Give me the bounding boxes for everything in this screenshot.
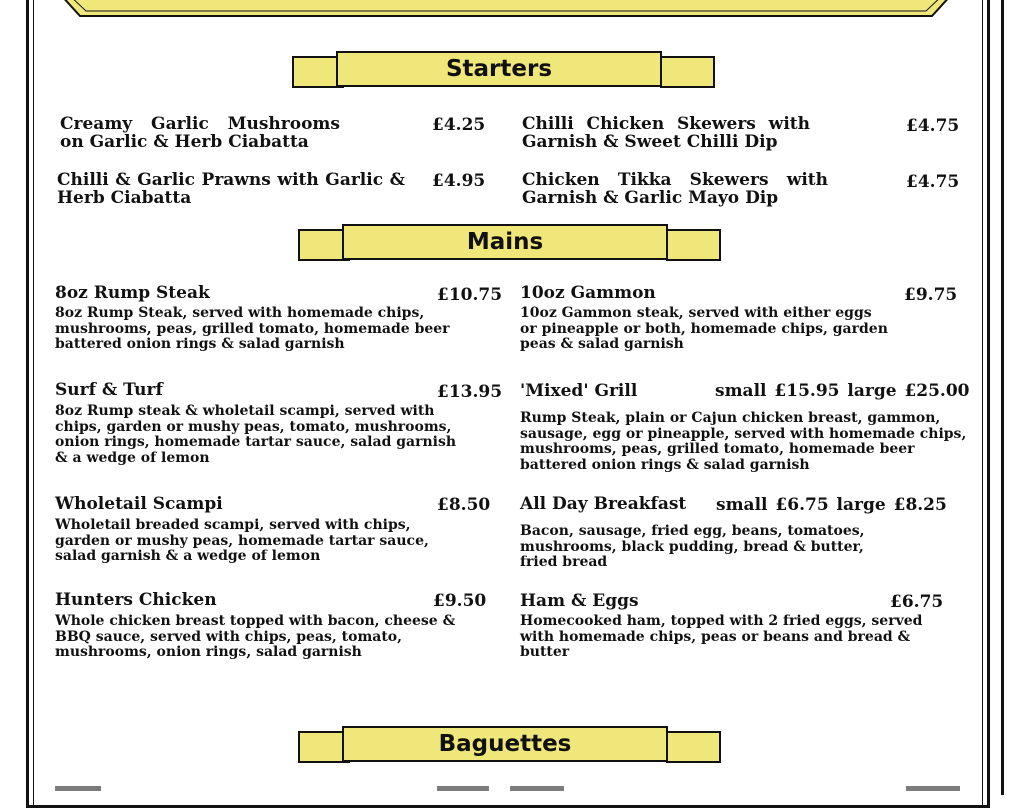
dish-price: £9.50 <box>433 591 487 611</box>
dish-description: 10oz Gammon steak, served with either eggs or pineapple or both, homemade chips, garden peas & salad garnish <box>520 305 888 353</box>
dish-name: Ham & Eggs <box>520 591 639 611</box>
dish-description: Bacon, sausage, fried egg, beans, tomatoes, mushrooms, black pudding, bread & butter, fried bread <box>520 523 865 571</box>
dish-price: £4.25 <box>432 115 486 135</box>
dish-name: 10oz Gammon <box>520 283 656 303</box>
dish-name: Chicken Tikka Skewers with Garnish & Garlic Mayo Dip <box>522 170 828 208</box>
section-title-starters: Starters <box>336 51 662 87</box>
dish-price: £13.95 <box>437 382 503 402</box>
dish-name: Surf & Turf <box>55 380 163 400</box>
dish-price: £4.95 <box>432 171 486 191</box>
dish-name: Wholetail Scampi <box>55 494 223 514</box>
dish-description: Whole chicken breast topped with bacon, cheese & BBQ sauce, served with chips, peas, tomato, mushrooms, onion rings, salad garnish <box>55 613 456 661</box>
dish-description: Homecooked ham, topped with 2 fried eggs, served with homemade chips, peas or beans and bread & butter <box>520 613 923 661</box>
cropped-text-fragment <box>437 786 489 791</box>
dish-name: 'Mixed' Grill <box>520 381 638 401</box>
dish-description: Wholetail breaded scampi, served with chips, garden or mushy peas, homemade tartar sauce, salad garnish & a wedge of lemon <box>55 517 429 565</box>
dish-name: Chilli & Garlic Prawns with Garlic & Herb Ciabatta <box>57 170 405 208</box>
ribbon-tail-right <box>660 56 715 88</box>
dish-name: Chilli Chicken Skewers with Garnish & Sweet Chilli Dip <box>522 114 810 152</box>
dish-description: 8oz Rump Steak, served with homemade chips, mushrooms, peas, grilled tomato, homemade beer battered onion rings & salad garnish <box>55 305 450 353</box>
dish-price: small £6.75 large £8.25 <box>716 495 947 515</box>
cropped-text-fragment <box>55 786 101 791</box>
dish-description: Rump Steak, plain or Cajun chicken breast, gammon, sausage, egg or pineapple, served with homemade chips, mushrooms, peas, grilled tomato, homemade beer battered onion rings & salad garnish <box>520 410 967 473</box>
title-banner <box>60 0 952 20</box>
dish-price: £4.75 <box>906 116 960 136</box>
dish-description: 8oz Rump steak & wholetail scampi, served with chips, garden or mushy peas, tomato, mushrooms, onion rings, homemade tartar sauce, salad garnish & a wedge of lemon <box>55 403 457 466</box>
dish-name: Hunters Chicken <box>55 590 217 610</box>
dish-price: £9.75 <box>904 285 958 305</box>
cropped-text-fragment <box>510 786 564 791</box>
section-title-baguettes: Baguettes <box>342 726 668 762</box>
cropped-text-fragment <box>906 786 960 791</box>
dish-price: £4.75 <box>906 172 960 192</box>
dish-price: £8.50 <box>437 495 491 515</box>
dish-price: £10.75 <box>437 285 503 305</box>
dish-name: Creamy Garlic Mushrooms on Garlic & Herb Ciabatta <box>60 114 340 152</box>
section-title-mains: Mains <box>342 224 668 260</box>
page-edge-line <box>1001 0 1004 795</box>
dish-price: small £15.95 large £25.00 <box>715 381 970 401</box>
ribbon-tail-right <box>666 731 721 763</box>
dish-name: All Day Breakfast <box>520 494 687 514</box>
dish-name: 8oz Rump Steak <box>55 283 210 303</box>
ribbon-tail-right <box>666 229 721 261</box>
dish-price: £6.75 <box>890 592 944 612</box>
